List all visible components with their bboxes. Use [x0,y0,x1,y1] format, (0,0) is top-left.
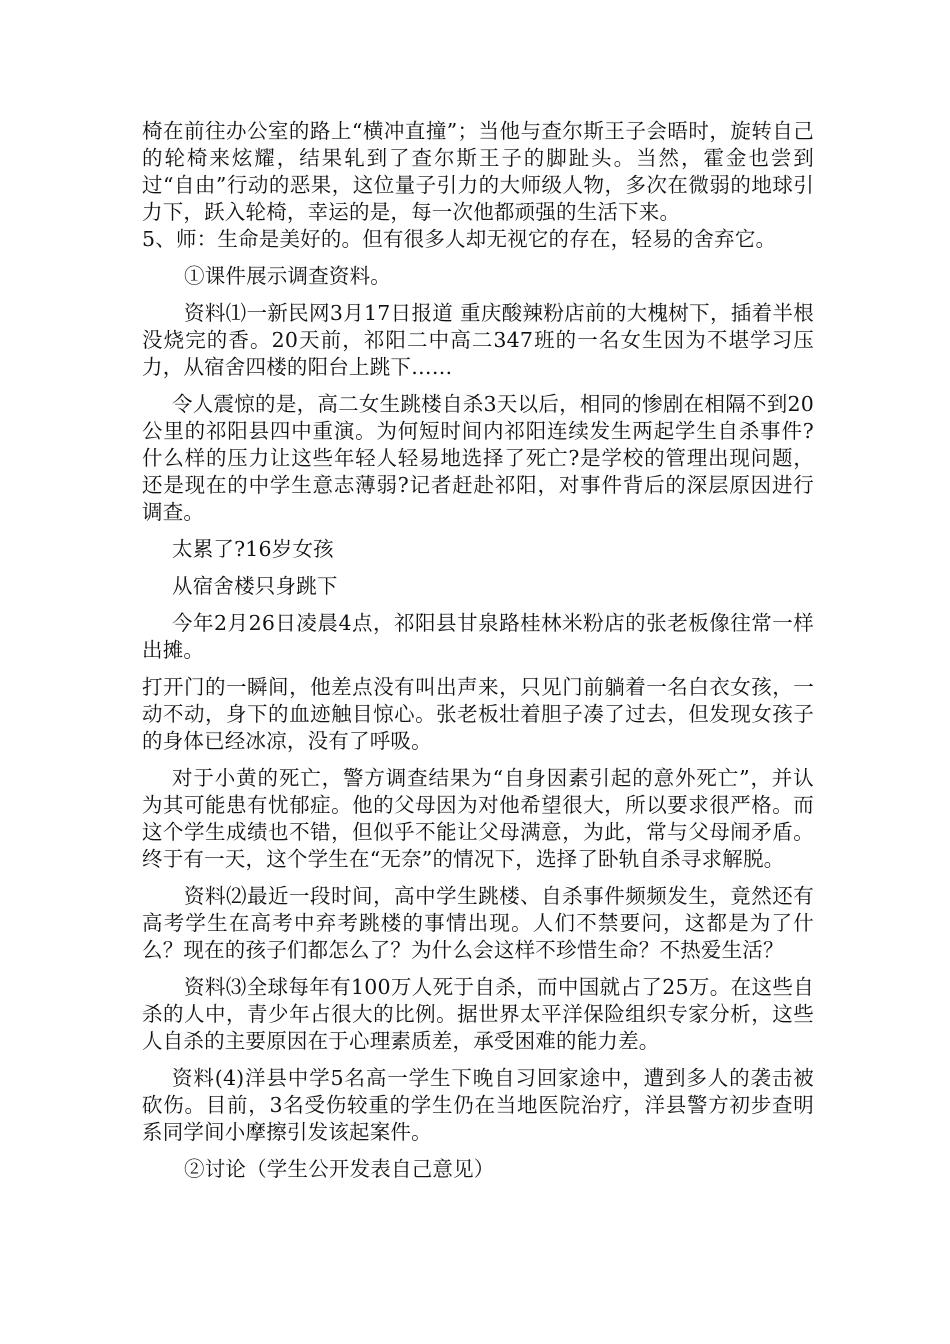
paragraph-boss-morning: 今年2月26日凌晨4点，祁阳县甘泉路桂林米粉店的张老板像往常一样出摊。 [142,611,814,662]
paragraph-police-findings: 对于小黄的死亡，警方调查结果为“自身因素引起的意外死亡”，并认为其可能患有忧郁症。他的父母因为对他希望很大，所以要求很严格。而这个学生成绩也不错，但似乎不能让父母满意，为此，常与父母闹矛盾。终于有一天，这个学生在“无奈”的情况下，选择了卧轨自杀寻求解脱。 [142,766,814,871]
paragraph-teacher-point-5: 5、师：生命是美好的。但有很多人却无视它的存在，轻易的舍弃它。 [142,227,777,251]
paragraph-subheading-line-1: 太累了?16岁女孩 [172,537,334,561]
paragraph-material-4: 资料(4)洋县中学5名高一学生下晚自习回家途中，遭到多人的袭击被砍伤。目前，3名受伤较重的学生仍在当地医院治疗，洋县警方初步查明系同学间小摩擦引发该起案件。 [142,1066,814,1144]
paragraph-subheading-line-2: 从宿舍楼只身跳下 [172,574,338,598]
paragraph-discovery: 打开门的一瞬间，他差点没有叫出声来，只见门前躺着一名白衣女孩，一动不动，身下的血迹触目惊心。张老板壮着胆子凑了过去，但发现女孩子的身体已经冰凉，没有了呼吸。 [142,675,814,753]
paragraph-material-3: 资料⑶全球每年有100万人死于自杀，而中国就占了25万。在这些自杀的人中，青少年占很大的比例。据世界太平洋保险组织专家分析，这些人自杀的主要原因在于心理素质差，承受困难的能力差。 [142,975,814,1053]
paragraph-material-1: 资料⑴一新民网3月17日报道 重庆酸辣粉店前的大槐树下，插着半根没烧完的香。20天前，祁阳二中高二347班的一名女生因为不堪学习压力，从宿舍四楼的阳台上跳下…… [142,301,814,379]
paragraph-material-1-continued: 令人震惊的是，高二女生跳楼自杀3天以后，相同的惨剧在相隔不到20公里的祁阳县四中重演。为何短时间内祁阳连续发生两起学生自杀事件?什么样的压力让这些年轻人轻易地选择了死亡?是学校的管理出现问题，还是现在的中学生意志薄弱?记者赶赴祁阳，对事件背后的深层原因进行调查。 [142,392,814,524]
paragraph-courseware-survey: ①课件展示调查资料。 [184,264,391,288]
document-body [142,118,814,1183]
paragraph-discussion: ②讨论（学生公开发表自己意见） [184,1157,495,1181]
paragraph-material-2: 资料⑵最近一段时间，高中学生跳楼、自杀事件频频发生，竟然还有高考学生在高考中弃考跳楼的事情出现。人们不禁要问，这都是为了什么？现在的孩子们都怎么了？为什么会这样不珍惜生命？不热爱生活？ [142,884,814,962]
paragraph-hawking-wheelchair: 椅在前往办公室的路上“横冲直撞”；当他与查尔斯王子会晤时，旋转自己的轮椅来炫耀，结果轧到了查尔斯王子的脚趾头。当然，霍金也尝到过“自由”行动的恶果，这位量子引力的大师级人物，多次在微弱的地球引力下，跃入轮椅，幸运的是，每一次他都顽强的生活下来。 [142,119,814,224]
